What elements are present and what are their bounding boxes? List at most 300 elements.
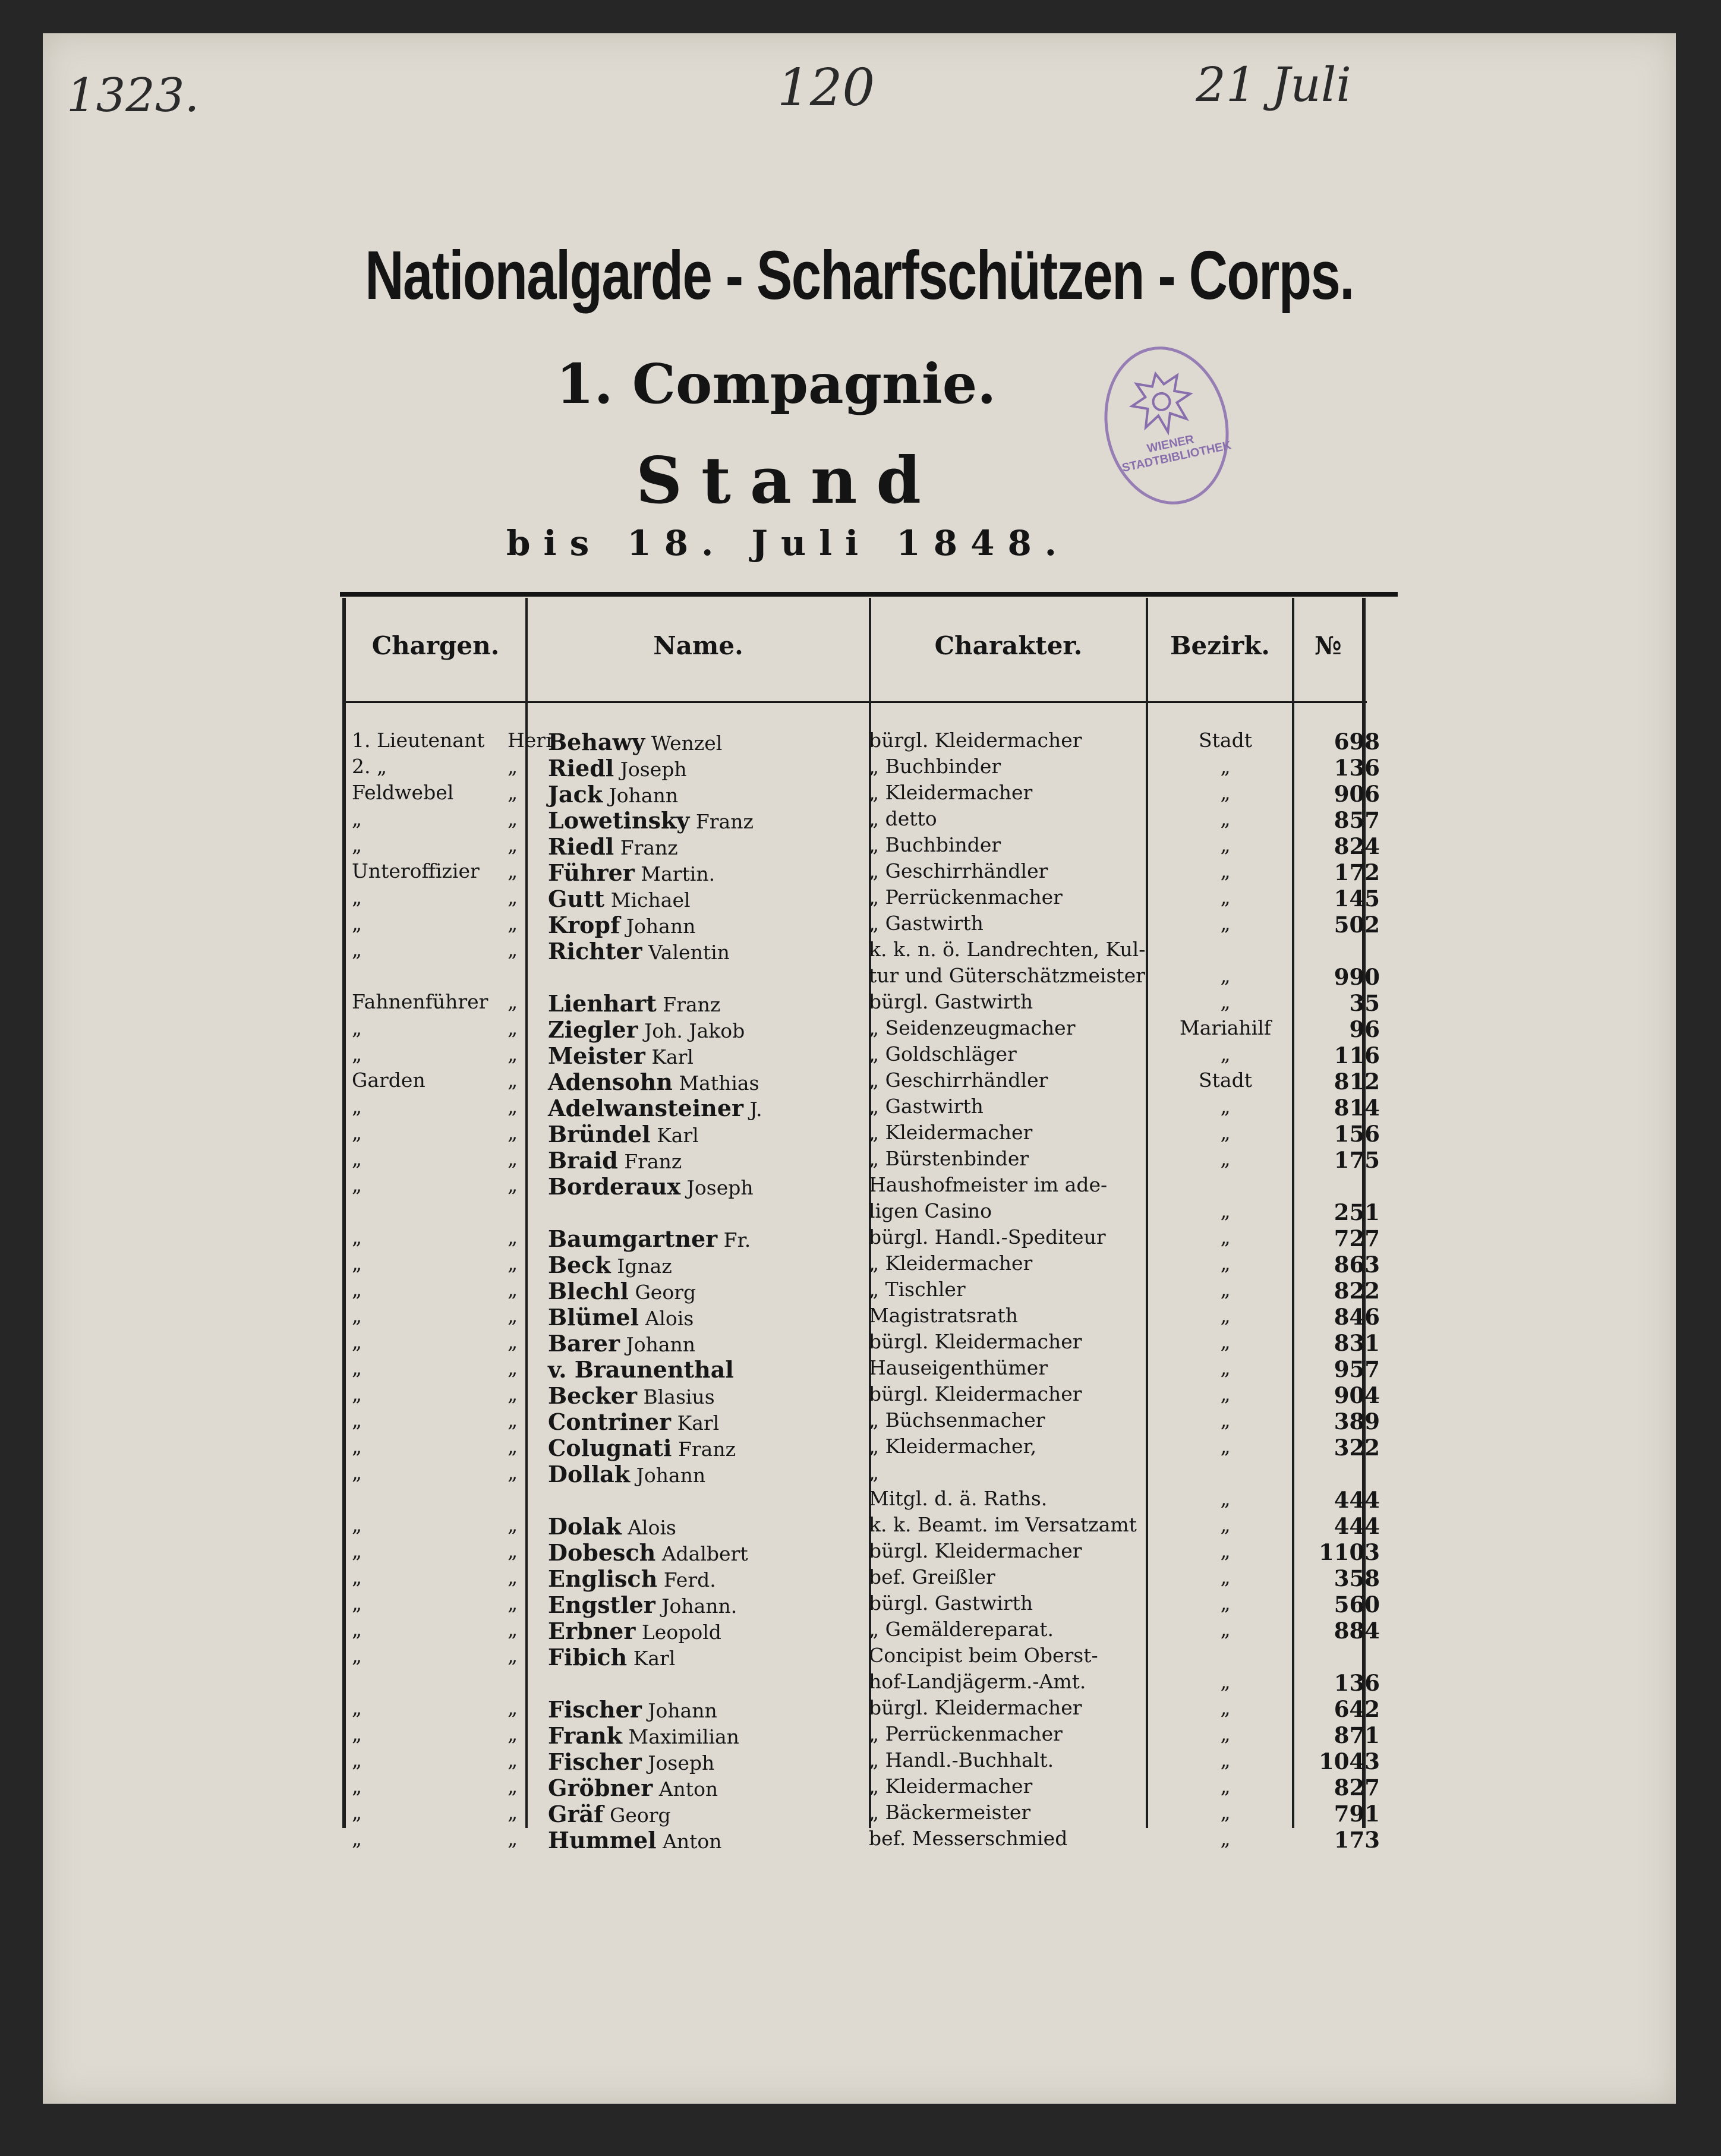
row-bezirk: „: [1220, 1408, 1231, 1432]
row-name: [548, 1696, 857, 1723]
row-given-name: Adalbert: [661, 1542, 748, 1565]
row-surname: Gröbner: [548, 1774, 653, 1801]
row-name: [548, 1356, 857, 1383]
row-given-name: Johann: [648, 1699, 717, 1722]
row-number: 727: [1334, 1225, 1380, 1252]
row-surname: Adelwansteiner: [548, 1095, 744, 1121]
row-name: [548, 833, 857, 860]
row-given-name: Alois: [645, 1307, 694, 1330]
row-charge: „: [352, 1330, 363, 1353]
row-title: „: [508, 1330, 518, 1353]
row-number: 560: [1334, 1591, 1380, 1618]
row-title: „: [508, 938, 518, 961]
row-charge: „: [352, 1278, 363, 1301]
row-surname: Hummel: [548, 1827, 657, 1854]
row-bezirk: „: [1220, 1670, 1231, 1693]
row-character: bef. Greißler: [869, 1565, 995, 1588]
table-row: [340, 1696, 1398, 1722]
row-charge: „: [352, 1408, 363, 1432]
row-bezirk: „: [1220, 1565, 1231, 1588]
row-title: „: [508, 1225, 518, 1249]
table-row: [340, 1042, 1398, 1068]
row-character: „ Tischler: [869, 1278, 966, 1301]
row-name: [548, 1591, 857, 1618]
row-number: 173: [1334, 1827, 1380, 1853]
row-charge: „: [352, 1513, 363, 1536]
row-name: [548, 1330, 857, 1357]
row-number: 846: [1334, 1304, 1380, 1330]
row-title: „: [508, 1016, 518, 1039]
row-charge: „: [352, 912, 363, 935]
row-character: hof-Landjägerm.-Amt.: [869, 1670, 1086, 1693]
row-number: 824: [1334, 833, 1380, 859]
row-number: 698: [1334, 729, 1380, 755]
row-bezirk: „: [1220, 1774, 1231, 1798]
row-number: 136: [1334, 1670, 1380, 1696]
row-name: [548, 755, 857, 781]
row-character: Concipist beim Oberst-: [869, 1644, 1098, 1667]
row-given-name: Karl: [657, 1124, 699, 1147]
row-number: 444: [1334, 1487, 1380, 1513]
row-charge: „: [352, 1565, 363, 1588]
row-surname: Gräf: [548, 1801, 604, 1827]
row-bezirk: „: [1220, 1618, 1231, 1641]
row-title: „: [508, 1722, 518, 1745]
row-given-name: Blasius: [643, 1385, 715, 1408]
row-given-name: Anton: [658, 1777, 718, 1801]
table-row: [340, 912, 1398, 938]
row-number: 831: [1334, 1330, 1380, 1356]
row-number: 389: [1334, 1408, 1380, 1435]
row-surname: Becker: [548, 1382, 637, 1409]
row-bezirk: „: [1220, 755, 1231, 778]
row-character: „ Kleidermacher: [869, 781, 1033, 804]
row-character: „ Goldschläger: [869, 1042, 1017, 1066]
row-bezirk: „: [1220, 1827, 1231, 1850]
row-surname: Contriner: [548, 1408, 672, 1435]
row-title: „: [508, 1565, 518, 1588]
row-charge: „: [352, 1121, 363, 1144]
row-given-name: Joh. Jakob: [644, 1019, 745, 1042]
row-name: [548, 1644, 857, 1670]
row-name: [548, 1801, 857, 1827]
row-surname: Fibich: [548, 1644, 628, 1670]
row-name: [548, 807, 857, 834]
row-bezirk: „: [1220, 1722, 1231, 1745]
date-heading: bis 18. Juli 1848.: [506, 523, 1070, 563]
stamp-text: WIENER STADTBIBLIOTHEK: [1121, 433, 1233, 475]
table-row: [340, 1722, 1398, 1748]
row-number: 812: [1334, 1068, 1380, 1095]
row-bezirk: „: [1220, 1147, 1231, 1170]
header-bottom-rule: [345, 701, 1367, 703]
row-bezirk: „: [1220, 1225, 1231, 1249]
row-bezirk: „: [1220, 1042, 1231, 1066]
row-given-name: Karl: [633, 1647, 676, 1670]
row-character: Haushofmeister im ade-: [869, 1173, 1108, 1196]
row-surname: Colugnati: [548, 1435, 672, 1461]
row-surname: Beck: [548, 1252, 611, 1278]
row-bezirk: „: [1220, 1199, 1231, 1222]
table-top-rule: [340, 592, 1398, 597]
row-character: bürgl. Gastwirth: [869, 990, 1033, 1013]
table-row: [340, 1461, 1398, 1487]
row-bezirk: „: [1220, 1591, 1231, 1615]
row-surname: Meister: [548, 1042, 645, 1069]
row-number: 990: [1334, 964, 1380, 990]
row-charge: 2. „: [352, 755, 387, 778]
table-row: [340, 1199, 1398, 1225]
row-charge: „: [352, 1042, 363, 1066]
row-number: 863: [1334, 1252, 1380, 1278]
row-surname: Dobesch: [548, 1539, 656, 1566]
table-row: [340, 1068, 1398, 1095]
table-row: [340, 1278, 1398, 1304]
row-given-name: Georg: [635, 1281, 696, 1304]
row-surname: Blümel: [548, 1304, 639, 1331]
row-character: „ Perrückenmacher: [869, 1722, 1063, 1745]
row-character: bürgl. Kleidermacher: [869, 1539, 1082, 1562]
table-row: [340, 1539, 1398, 1565]
row-number: 957: [1334, 1356, 1380, 1382]
row-character: ligen Casino: [869, 1199, 992, 1222]
row-surname: Behawy: [548, 729, 645, 755]
row-title: „: [508, 912, 518, 935]
row-bezirk: „: [1220, 964, 1231, 987]
row-surname: Blechl: [548, 1278, 629, 1304]
row-given-name: Leopold: [641, 1621, 721, 1644]
row-name: [548, 1278, 857, 1304]
row-character: „ Büchsenmacher: [869, 1408, 1045, 1432]
column-header-bezirk: Bezirk.: [1170, 631, 1270, 660]
row-charge: „: [352, 833, 363, 856]
row-name: [548, 729, 857, 755]
row-given-name: J.: [749, 1098, 762, 1121]
row-charge: „: [352, 885, 363, 909]
row-given-name: Ignaz: [617, 1254, 672, 1278]
row-name: [548, 1304, 857, 1331]
table-row: [340, 1225, 1398, 1252]
row-bezirk: „: [1220, 1356, 1231, 1379]
row-name: [548, 1618, 857, 1644]
row-name: [548, 1147, 857, 1174]
row-title: „: [508, 1435, 518, 1458]
row-given-name: Franz: [624, 1150, 682, 1173]
row-character: bef. Messerschmied: [869, 1827, 1068, 1850]
row-character: „ Seidenzeugmacher: [869, 1016, 1076, 1039]
row-character: „ Kleidermacher: [869, 1121, 1033, 1144]
row-character: bürgl. Gastwirth: [869, 1591, 1033, 1615]
row-name: [548, 1408, 857, 1435]
row-bezirk: „: [1220, 781, 1231, 804]
row-character: „ Kleidermacher,: [869, 1435, 1037, 1458]
row-given-name: Johann: [636, 1464, 706, 1487]
row-number: 358: [1334, 1565, 1380, 1591]
table-row: [340, 1670, 1398, 1696]
row-number: 96: [1349, 1016, 1380, 1042]
row-given-name: Anton: [663, 1830, 722, 1853]
row-given-name: Karl: [651, 1045, 694, 1068]
row-given-name: Johann: [626, 915, 696, 938]
row-name: [548, 1461, 857, 1487]
row-charge: „: [352, 1722, 363, 1745]
company-heading: 1. Compagnie.: [556, 352, 997, 416]
row-character: „ Bürstenbinder: [869, 1147, 1029, 1170]
row-name: [548, 1565, 857, 1592]
row-bezirk: „: [1220, 1748, 1231, 1772]
table-row: [340, 1774, 1398, 1801]
row-title: „: [508, 1356, 518, 1379]
row-name: [548, 859, 857, 886]
row-title: „: [508, 833, 518, 856]
row-character: „ Kleidermacher: [869, 1252, 1033, 1275]
row-name: [548, 912, 857, 938]
row-charge: „: [352, 1225, 363, 1249]
row-number: 145: [1334, 885, 1380, 912]
row-number: 822: [1334, 1278, 1380, 1304]
row-character: Mitgl. d. ä. Raths.: [869, 1487, 1048, 1510]
row-name: [548, 781, 857, 808]
row-character: „ Bäckermeister: [869, 1801, 1031, 1824]
row-title: „: [508, 1042, 518, 1066]
row-bezirk: „: [1220, 1435, 1231, 1458]
row-surname: Erbner: [548, 1618, 636, 1644]
row-surname: Dolak: [548, 1513, 622, 1540]
row-title: „: [508, 1147, 518, 1170]
table-row: [340, 807, 1398, 833]
row-title: „: [508, 1068, 518, 1092]
row-character: bürgl. Kleidermacher: [869, 1696, 1082, 1719]
row-bezirk: „: [1220, 885, 1231, 909]
row-name: [548, 885, 857, 912]
row-surname: Borderaux: [548, 1173, 681, 1200]
row-number: 35: [1349, 990, 1380, 1016]
row-title: „: [508, 1618, 518, 1641]
table-row: [340, 964, 1398, 990]
table-row: [340, 1252, 1398, 1278]
row-bezirk: „: [1220, 912, 1231, 935]
row-character: „ Buchbinder: [869, 755, 1001, 778]
row-character: „ Perrückenmacher: [869, 885, 1063, 909]
row-surname: Richter: [548, 938, 642, 964]
row-bezirk: „: [1220, 807, 1231, 830]
row-title: „: [508, 1408, 518, 1432]
row-given-name: Wenzel: [651, 732, 723, 755]
table-row: [340, 1382, 1398, 1408]
row-title: „: [508, 1774, 518, 1798]
table-row: [340, 1513, 1398, 1539]
row-given-name: Georg: [609, 1804, 671, 1827]
row-number: 642: [1334, 1696, 1380, 1722]
row-name: [548, 1121, 857, 1148]
row-charge: Feldwebel: [352, 781, 454, 804]
table-row: [340, 1330, 1398, 1356]
row-charge: „: [352, 1095, 363, 1118]
row-character: „ Gastwirth: [869, 1095, 984, 1118]
document-sheet: [43, 33, 1676, 2104]
row-character: bürgl. Kleidermacher: [869, 1382, 1082, 1405]
row-charge: „: [352, 1644, 363, 1667]
row-given-name: Franz: [695, 810, 754, 833]
row-given-name: Johann.: [661, 1594, 737, 1618]
row-title: „: [508, 1173, 518, 1196]
row-given-name: Franz: [663, 993, 721, 1016]
row-number: 827: [1334, 1774, 1380, 1801]
row-title: „: [508, 1591, 518, 1615]
row-charge: Garden: [352, 1068, 425, 1092]
row-name: [548, 1513, 857, 1540]
row-name: [548, 1173, 857, 1200]
table-row: [340, 1016, 1398, 1042]
row-given-name: Franz: [677, 1438, 736, 1461]
row-bezirk: Stadt: [1199, 729, 1252, 752]
row-number: 172: [1334, 859, 1380, 885]
column-header-name: Name.: [653, 631, 743, 660]
table-row: [340, 833, 1398, 859]
row-bezirk: „: [1220, 859, 1231, 882]
row-number: 884: [1334, 1618, 1380, 1644]
row-charge: 1. Lieutenant: [352, 729, 485, 752]
row-surname: Barer: [548, 1330, 620, 1357]
column-header-number: №: [1315, 631, 1342, 660]
row-surname: Lienhart: [548, 990, 657, 1017]
row-title: „: [508, 1696, 518, 1719]
row-character: „ Kleidermacher: [869, 1774, 1033, 1798]
row-surname: Riedl: [548, 755, 614, 781]
row-title: „: [508, 1827, 518, 1850]
row-surname: Baumgartner: [548, 1225, 718, 1252]
row-character: bürgl. Kleidermacher: [869, 1330, 1082, 1353]
row-title: „: [508, 1644, 518, 1667]
row-charge: „: [352, 1696, 363, 1719]
row-given-name: Johann: [626, 1333, 695, 1356]
row-number: 116: [1334, 1042, 1380, 1068]
row-name: [548, 1225, 857, 1252]
row-surname: Englisch: [548, 1565, 658, 1592]
row-title: „: [508, 1382, 518, 1405]
table-row: [340, 1173, 1398, 1199]
row-bezirk: „: [1220, 1121, 1231, 1144]
row-charge: „: [352, 1539, 363, 1562]
table-row: [340, 1618, 1398, 1644]
row-given-name: Ferd.: [663, 1568, 716, 1591]
row-title: „: [508, 1252, 518, 1275]
row-charge: „: [352, 1252, 363, 1275]
row-given-name: Michael: [610, 888, 691, 912]
table-row: [340, 781, 1398, 807]
column-header-chargen: Chargen.: [371, 631, 500, 660]
row-title: „: [508, 1095, 518, 1118]
row-character: „: [869, 1461, 880, 1484]
row-character: Magistratsrath: [869, 1304, 1018, 1327]
row-bezirk: „: [1220, 1539, 1231, 1562]
row-given-name: Franz: [620, 836, 678, 859]
row-bezirk: „: [1220, 1696, 1231, 1719]
row-character: „ Gastwirth: [869, 912, 984, 935]
row-bezirk: Stadt: [1199, 1068, 1252, 1092]
row-name: [548, 1774, 857, 1801]
row-number: 814: [1334, 1095, 1380, 1121]
row-bezirk: „: [1220, 1513, 1231, 1536]
row-character: „ Buchbinder: [869, 833, 1001, 856]
stand-heading: Stand: [636, 443, 940, 518]
handwritten-date: 21 Juli: [1196, 57, 1351, 112]
row-charge: „: [352, 1435, 363, 1458]
row-charge: „: [352, 938, 363, 961]
row-bezirk: „: [1220, 1801, 1231, 1824]
row-charge: „: [352, 1356, 363, 1379]
row-surname: Lowetinsky: [548, 807, 690, 834]
row-given-name: Joseph: [686, 1176, 754, 1199]
row-number: 791: [1334, 1801, 1380, 1827]
row-character: bürgl. Handl.-Spediteur: [869, 1225, 1106, 1249]
row-charge: „: [352, 1382, 363, 1405]
row-title: „: [508, 807, 518, 830]
table-row: [340, 1121, 1398, 1147]
row-given-name: Maximilian: [628, 1725, 739, 1748]
row-number: 175: [1334, 1147, 1380, 1173]
row-name: [548, 1252, 857, 1278]
table-row: [340, 1591, 1398, 1618]
row-character: „ Handl.-Buchhalt.: [869, 1748, 1054, 1772]
row-title: „: [508, 1121, 518, 1144]
row-number: 1043: [1319, 1748, 1380, 1774]
row-bezirk: „: [1220, 1095, 1231, 1118]
row-surname: Dollak: [548, 1461, 631, 1487]
row-title: „: [508, 1748, 518, 1772]
row-charge: Unteroffizier: [352, 859, 480, 882]
table-row: [340, 1435, 1398, 1461]
row-charge: „: [352, 1591, 363, 1615]
row-name: [548, 1722, 857, 1749]
row-given-name: Alois: [628, 1516, 676, 1539]
table-row: [340, 1748, 1398, 1774]
table-row: [340, 1147, 1398, 1173]
row-name: [548, 1382, 857, 1409]
table-row: [340, 1801, 1398, 1827]
row-surname: Kropf: [548, 912, 620, 938]
row-name: [548, 1016, 857, 1043]
row-surname: Fischer: [548, 1748, 642, 1775]
row-surname: Gutt: [548, 885, 605, 912]
row-surname: Ziegler: [548, 1016, 638, 1043]
row-charge: „: [352, 1147, 363, 1170]
row-surname: Engstler: [548, 1591, 655, 1618]
row-charge: „: [352, 1461, 363, 1484]
row-title: „: [508, 781, 518, 804]
roster-table: [340, 592, 1398, 1871]
row-number: 904: [1334, 1382, 1380, 1408]
row-surname: Adensohn: [548, 1068, 673, 1095]
row-surname: Bründel: [548, 1121, 651, 1148]
row-bezirk: „: [1220, 1278, 1231, 1301]
table-row: [340, 1304, 1398, 1330]
row-number: 906: [1334, 781, 1380, 807]
table-row: [340, 1827, 1398, 1853]
row-number: 136: [1334, 755, 1380, 781]
table-row: [340, 938, 1398, 964]
row-title: „: [508, 859, 518, 882]
row-surname: Frank: [548, 1722, 622, 1749]
table-row: [340, 859, 1398, 885]
row-charge: „: [352, 1827, 363, 1850]
table-row: [340, 1644, 1398, 1670]
row-name: [548, 1095, 857, 1121]
row-charge: „: [352, 1801, 363, 1824]
row-number: 322: [1334, 1435, 1380, 1461]
row-given-name: Karl: [677, 1411, 720, 1435]
row-name: [548, 990, 857, 1017]
